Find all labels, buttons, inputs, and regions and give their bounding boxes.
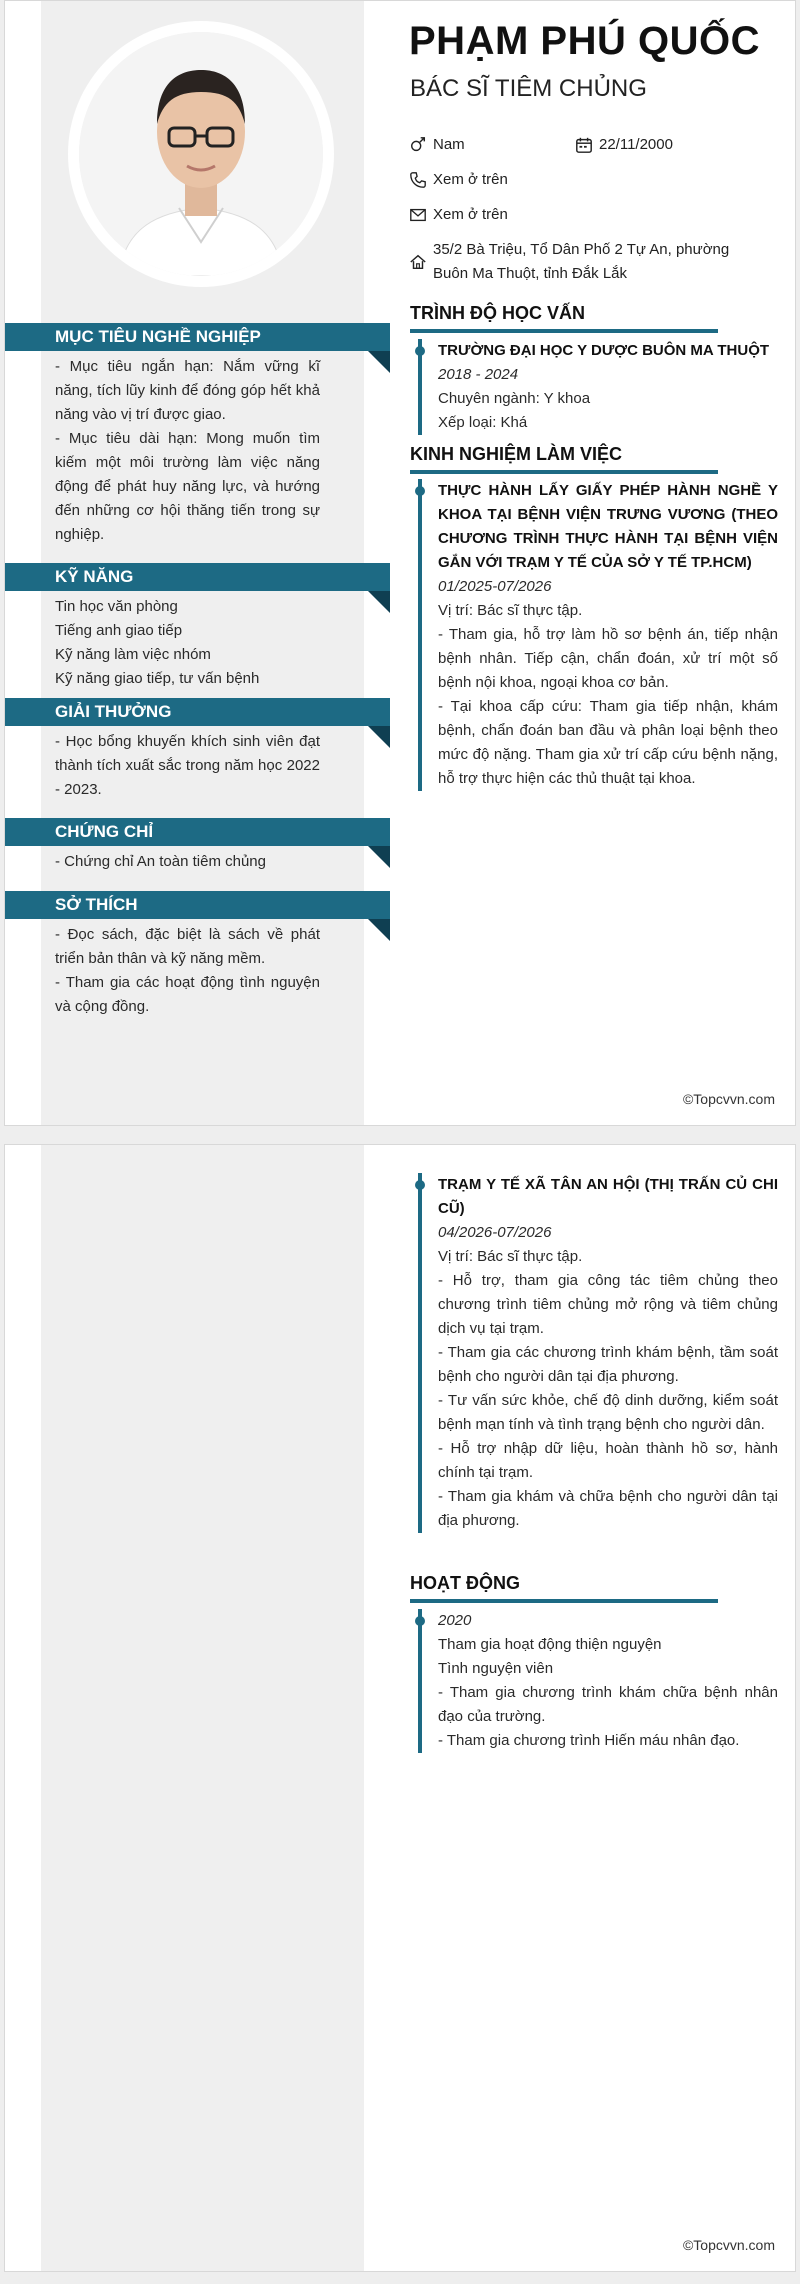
- mail-icon: [409, 203, 431, 227]
- job-line: Vị trí: Bác sĩ thực tập.: [438, 1248, 583, 1265]
- experience-entry: [422, 1173, 778, 1533]
- phone-row: [409, 168, 508, 192]
- portrait-image: [79, 32, 323, 276]
- address-row: [409, 238, 729, 286]
- skills-section: [5, 563, 390, 691]
- school-name: TRƯỜNG ĐẠI HỌC Y DƯỢC BUÔN MA THUỘT: [438, 342, 770, 359]
- calendar-icon: [575, 133, 597, 157]
- certificates-heading: CHỨNG CHỈ: [5, 818, 390, 846]
- skills-heading: KỸ NĂNG: [5, 563, 390, 591]
- education-entry: [422, 339, 778, 435]
- certificates-section: [5, 818, 390, 874]
- skills-body: [55, 591, 320, 691]
- experience-timeline-continued: [418, 1173, 778, 1533]
- skill-item: Kỹ năng giao tiếp, tư vấn bệnh: [55, 670, 260, 687]
- education-grade: Xếp loại: Khá: [438, 414, 528, 431]
- job-title-text: TRẠM Y TẾ XÃ TÂN AN HỘI (THỊ TRẤN CỦ CHI CŨ): [438, 1176, 778, 1217]
- job-period: 01/2025-07/2026: [438, 578, 552, 595]
- experience-timeline: [418, 479, 778, 791]
- experience-entry: [422, 479, 778, 791]
- footer-credit: ©Topcvvn.com: [682, 2237, 775, 2253]
- job-line: - Hỗ trợ, tham gia công tác tiêm chủng theo chương trình tiêm chủng mở rộng và tiêm chủng dịch vụ tại trạm.: [438, 1272, 778, 1337]
- job-line: - Tham gia khám và chữa bệnh cho người dân tại địa phương.: [438, 1488, 778, 1529]
- education-heading: [410, 303, 585, 324]
- job-title-text: THỰC HÀNH LẤY GIẤY PHÉP HÀNH NGHỀ Y KHOA TẠI BỆNH VIỆN TRƯNG VƯƠNG (THEO CHƯƠNG TRÌNH THỰC HÀNH TẠI BỆNH VIỆN GẮN VỚI TRẠM Y TẾ CỦA SỞ Y TẾ TP.HCM): [438, 482, 778, 571]
- hobbies-heading: SỞ THÍCH: [5, 891, 390, 919]
- activities-heading-text: HOẠT ĐỘNG: [410, 1573, 520, 1593]
- address-value: [433, 238, 729, 286]
- objective-section: [5, 323, 390, 547]
- objective-item: - Mục tiêu ngắn hạn: Nắm vững kĩ năng, tích lũy kinh để đóng góp hết khả năng vào vị trí được giao.: [55, 358, 320, 423]
- timeline-dot: [415, 1180, 425, 1190]
- email-row: [409, 203, 508, 227]
- footer-credit: ©Topcvvn.com: [682, 1091, 775, 1107]
- award-item: - Học bổng khuyến khích sinh viên đạt thành tích xuất sắc trong năm học 2022 - 2023.: [55, 733, 320, 798]
- birthdate-value: 22/11/2000: [599, 136, 673, 153]
- cv-page-1: [4, 0, 796, 1126]
- activity-line: - Tham gia chương trình Hiến máu nhân đạo.: [438, 1732, 740, 1749]
- certificates-body: [55, 846, 320, 874]
- education-major: Chuyên ngành: Y khoa: [438, 390, 591, 407]
- timeline-dot: [415, 346, 425, 356]
- experience-heading: [410, 444, 622, 465]
- activities-timeline: [418, 1609, 778, 1753]
- hobbies-section: [5, 891, 390, 1019]
- sidebar-background: [41, 1145, 364, 2271]
- skill-item: Tiếng anh giao tiếp: [55, 622, 183, 639]
- job-line: Vị trí: Bác sĩ thực tập.: [438, 602, 583, 619]
- timeline-dot: [415, 1616, 425, 1626]
- timeline-dot: [415, 486, 425, 496]
- phone-value: Xem ở trên: [433, 171, 508, 188]
- activity-entry: [422, 1609, 778, 1753]
- awards-section: [5, 698, 390, 802]
- activity-line: Tham gia hoạt động thiện nguyện: [438, 1636, 662, 1653]
- profile-photo: [79, 32, 323, 276]
- job-line: - Hỗ trợ nhập dữ liệu, hoàn thành hồ sơ, hành chính tại trạm.: [438, 1440, 778, 1481]
- objective-heading: MỤC TIÊU NGHỀ NGHIỆP: [5, 323, 390, 351]
- heading-underline: [410, 1599, 718, 1603]
- skill-item: Tin học văn phòng: [55, 598, 178, 615]
- job-line: - Tham gia các chương trình khám bệnh, tầm soát bệnh cho người dân tại địa phương.: [438, 1344, 778, 1385]
- job-line: - Tư vấn sức khỏe, chế độ dinh dưỡng, kiểm soát bệnh mạn tính và tình trạng bệnh cho người dân.: [438, 1392, 778, 1433]
- gender-icon: [409, 133, 431, 157]
- birthdate-row: [575, 133, 673, 157]
- skill-item: Kỹ năng làm việc nhóm: [55, 646, 211, 663]
- hobby-item: - Tham gia các hoạt động tình nguyện và cộng đồng.: [55, 974, 320, 1015]
- gender-row: [409, 133, 465, 157]
- home-icon: [409, 250, 431, 274]
- job-line: - Tại khoa cấp cứu: Tham gia tiếp nhận, khám bệnh, chẩn đoán ban đầu và phân loại bệnh theo mức độ nặng. Tham gia xử trí cấp cứu bệnh nặng, hỗ trợ thực hiện các thủ thuật tại khoa.: [438, 698, 778, 787]
- education-period: 2018 - 2024: [438, 366, 519, 383]
- job-title: BÁC SĨ TIÊM CHỦNG: [410, 75, 647, 102]
- cv-page-2: [4, 1144, 796, 2272]
- gender-value: Nam: [433, 136, 465, 153]
- candidate-name: PHẠM PHÚ QUỐC: [409, 19, 760, 63]
- address-line-2: Buôn Ma Thuột, tỉnh Đắk Lắk: [433, 265, 628, 282]
- job-period: 04/2026-07/2026: [438, 1224, 552, 1241]
- objective-body: [55, 351, 320, 547]
- education-heading-text: TRÌNH ĐỘ HỌC VẤN: [410, 303, 585, 323]
- job-line: - Tham gia, hỗ trợ làm hồ sơ bệnh án, tiếp nhận bệnh nhân. Tiếp cận, chẩn đoán, xử trí một số bệnh nội khoa, ngoại khoa cơ bản.: [438, 626, 778, 691]
- heading-underline: [410, 329, 718, 333]
- email-value: Xem ở trên: [433, 206, 508, 223]
- activity-line: - Tham gia chương trình khám chữa bệnh nhân đạo của trường.: [438, 1684, 778, 1725]
- address-line-1: 35/2 Bà Triệu, Tổ Dân Phố 2 Tự An, phường: [433, 241, 730, 258]
- certificate-item: - Chứng chỉ An toàn tiêm chủng: [55, 853, 266, 870]
- objective-item: - Mục tiêu dài hạn: Mong muốn tìm kiếm một môi trường làm việc năng động để phát huy năng lực, và hướng đến những cơ hội thăng tiến trong sự nghiệp.: [55, 430, 320, 543]
- hobby-item: - Đọc sách, đặc biệt là sách về phát triển bản thân và kỹ năng mềm.: [55, 926, 320, 967]
- activity-line: Tình nguyện viên: [438, 1660, 554, 1677]
- hobbies-body: [55, 919, 320, 1019]
- phone-icon: [409, 168, 431, 192]
- awards-body: [55, 726, 320, 802]
- activities-heading: [410, 1573, 520, 1594]
- profile-photo-frame: [68, 21, 334, 287]
- heading-underline: [410, 470, 718, 474]
- education-timeline: [418, 339, 778, 435]
- awards-heading: GIẢI THƯỞNG: [5, 698, 390, 726]
- activity-year: 2020: [438, 1612, 472, 1629]
- experience-heading-text: KINH NGHIỆM LÀM VIỆC: [410, 444, 623, 464]
